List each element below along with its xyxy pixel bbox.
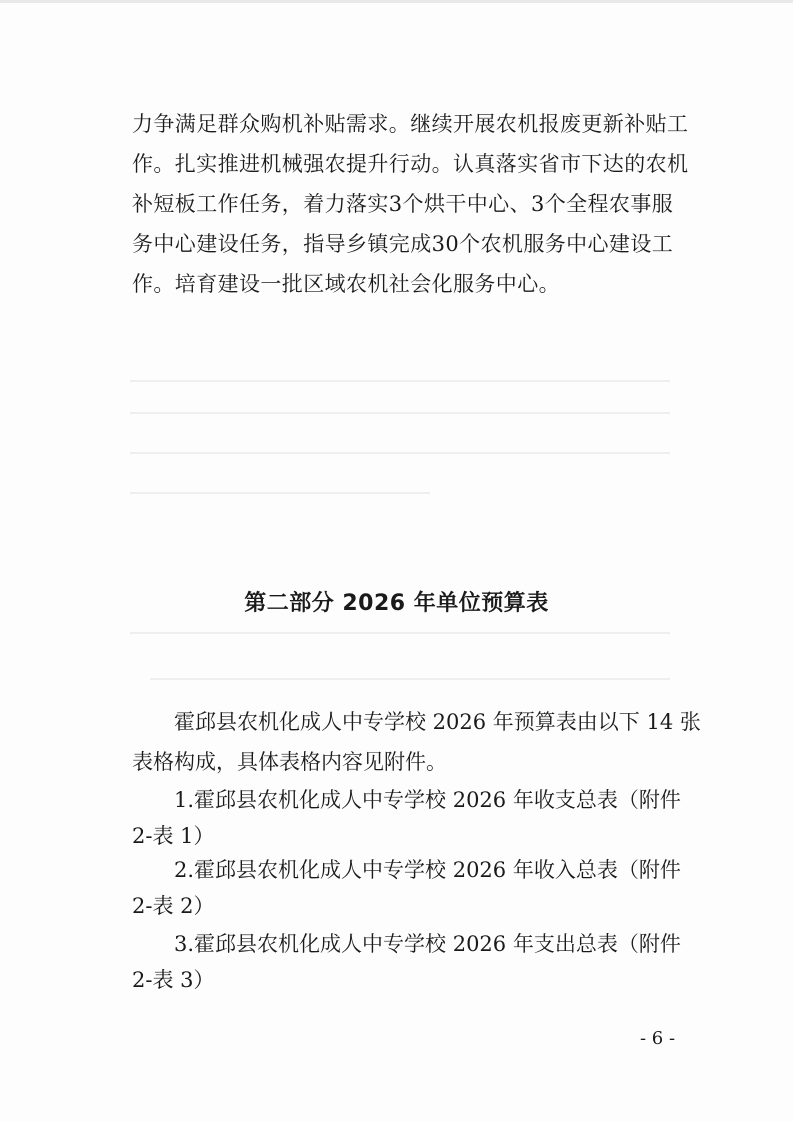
list-item (132, 926, 681, 998)
list-item-line: 2-表 3） (132, 968, 215, 992)
paragraph-line: 务中心建设任务，指导乡镇完成30个农机服务中心建设工 (132, 232, 674, 256)
section-title: 第二部分 2026 年单位预算表 (244, 591, 549, 616)
body-paragraph (132, 104, 689, 304)
list-item-line: 2-表 1） (132, 824, 215, 848)
paragraph-line: 力争满足群众购机补贴需求。继续开展农机报废更新补贴工 (132, 112, 689, 136)
scan-artifact (130, 452, 670, 454)
page-top-edge (0, 0, 793, 3)
paragraph-line: 作。培育建设一批区域农机社会化服务中心。 (132, 272, 560, 296)
list-item-line: 2.霍邱县农机化成人中专学校 2026 年收入总表（附件 (174, 858, 681, 882)
scan-artifact (130, 492, 430, 494)
list-item-line: 3.霍邱县农机化成人中专学校 2026 年支出总表（附件 (174, 932, 681, 956)
intro-line: 表格构成，具体表格内容见附件。 (132, 750, 447, 774)
list-item (132, 852, 681, 924)
list-item (132, 782, 681, 854)
page-number: - 6 - (640, 1028, 676, 1049)
paragraph-line: 作。扎实推进机械强农提升行动。认真落实省市下达的农机 (132, 152, 689, 176)
intro-paragraph (132, 702, 701, 782)
scan-artifact (130, 632, 670, 634)
list-item-line: 2-表 2） (132, 894, 215, 918)
scan-artifact (130, 412, 670, 414)
intro-line: 霍邱县农机化成人中专学校 2026 年预算表由以下 14 张 (174, 710, 701, 734)
scan-artifact (130, 380, 670, 382)
list-item-line: 1.霍邱县农机化成人中专学校 2026 年收支总表（附件 (174, 788, 681, 812)
scan-artifact (150, 678, 670, 680)
paragraph-line: 补短板工作任务，着力落实3个烘干中心、3个全程农事服 (132, 192, 674, 216)
